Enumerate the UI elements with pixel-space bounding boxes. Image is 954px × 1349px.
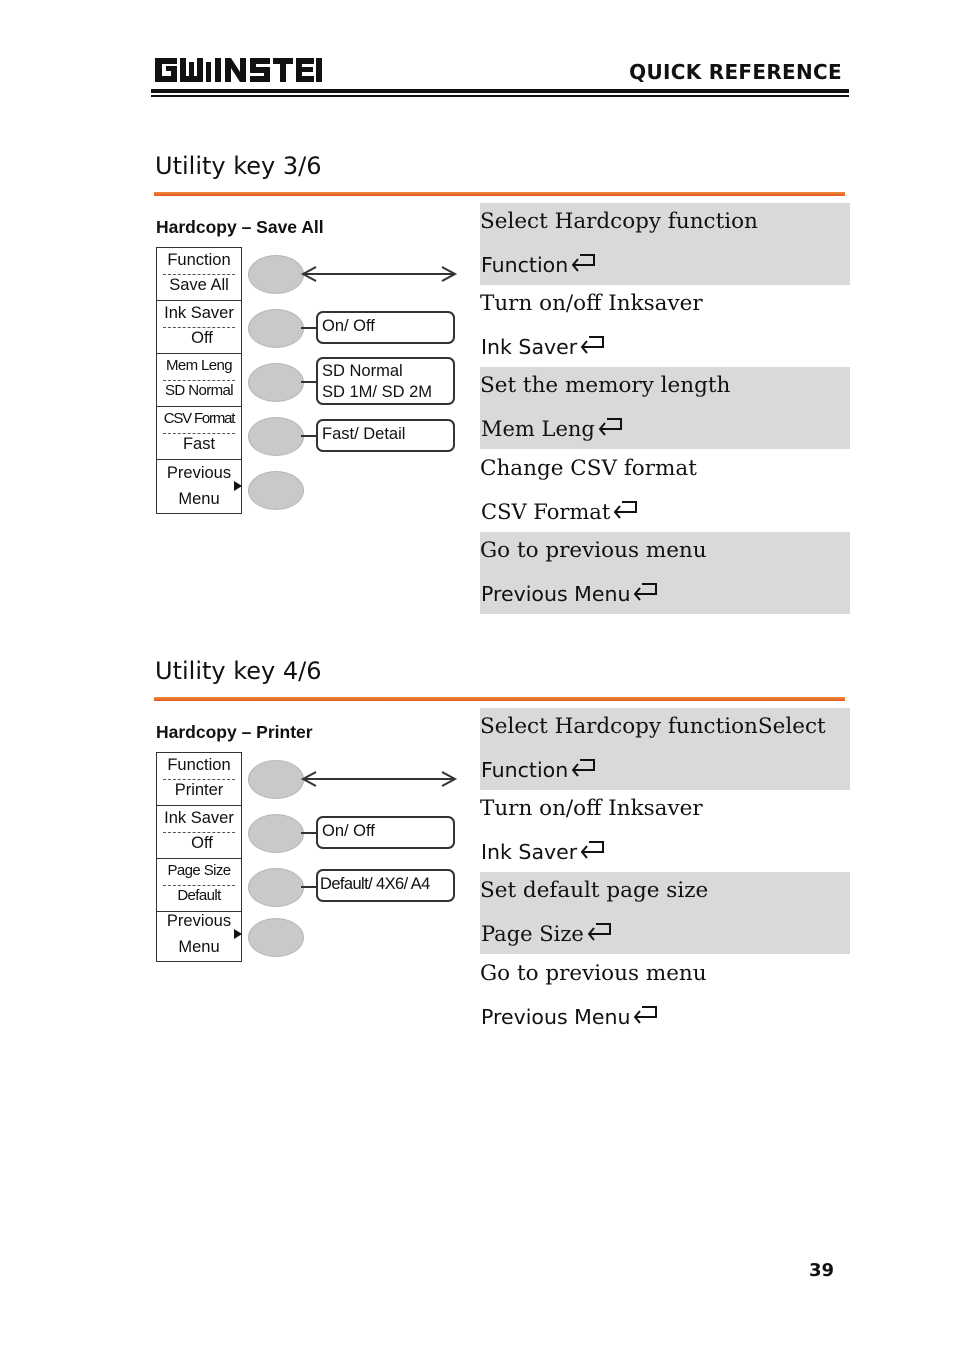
desc-row xyxy=(480,367,850,449)
menu-subtitle: Hardcopy – Printer xyxy=(156,722,313,742)
section-divider xyxy=(154,192,845,196)
desc-row xyxy=(480,708,850,790)
desc-text: Set default page size xyxy=(480,878,709,903)
soft-menu xyxy=(156,752,242,962)
menu-item-value: Off xyxy=(191,329,213,347)
menu-item-value: Off xyxy=(191,834,213,852)
key-label: Page Size xyxy=(481,922,612,946)
menu-item-page-size[interactable] xyxy=(157,859,241,912)
menu-item-mem-leng[interactable] xyxy=(157,354,241,407)
double-arrow-icon xyxy=(300,769,460,789)
connector-line xyxy=(301,832,317,834)
double-arrow-icon xyxy=(300,264,460,284)
menu-item-ink-saver[interactable] xyxy=(157,301,241,354)
menu-item-previous-menu[interactable] xyxy=(157,460,241,513)
section-divider xyxy=(154,697,845,701)
enter-key-icon xyxy=(579,840,605,860)
menu-item-value: Printer xyxy=(174,781,224,799)
desc-text: Go to previous menu xyxy=(480,961,707,986)
triangle-right-icon xyxy=(234,481,242,491)
desc-text: Select Hardcopy functionSelect xyxy=(480,714,826,739)
menu-item-label: Mem Leng xyxy=(165,357,233,374)
desc-row xyxy=(480,203,850,285)
desc-text: Go to previous menu xyxy=(480,538,707,563)
enter-key-icon xyxy=(579,335,605,355)
soft-key-1[interactable] xyxy=(248,760,304,799)
menu-item-value: Save All xyxy=(169,276,229,294)
enter-key-icon xyxy=(632,582,658,602)
option-box-mem-leng xyxy=(316,357,455,405)
option-box-ink-saver: On/ Off xyxy=(316,311,455,344)
header-rule-thin xyxy=(151,95,849,97)
desc-text: Change CSV format xyxy=(480,456,697,481)
connector-line xyxy=(301,327,317,329)
menu-item-previous-menu[interactable] xyxy=(157,912,241,961)
desc-row xyxy=(480,450,850,532)
desc-row xyxy=(480,955,850,1037)
menu-item-csv-format[interactable] xyxy=(157,407,241,460)
enter-key-icon xyxy=(586,922,612,942)
soft-key-2[interactable] xyxy=(248,309,304,348)
option-box-csv-format: Fast/ Detail xyxy=(316,419,455,452)
menu-item-function[interactable] xyxy=(157,753,241,806)
soft-key-4[interactable] xyxy=(248,918,304,957)
desc-text: Turn on/off Inksaver xyxy=(480,291,703,316)
menu-item-label: CSV Format xyxy=(163,410,235,427)
section-title: Utility key 3/6 xyxy=(155,152,322,180)
svg-text:GW INSTEK: GW INSTEK xyxy=(153,52,159,53)
menu-item-value: Default xyxy=(177,887,221,904)
menu-item-label: Previous xyxy=(166,464,232,482)
soft-menu xyxy=(156,247,242,514)
page-number: 39 xyxy=(808,1260,834,1281)
menu-item-value: Fast xyxy=(182,435,216,453)
soft-key-4[interactable] xyxy=(248,417,304,456)
connector-line xyxy=(301,381,317,383)
menu-item-label: Page Size xyxy=(167,862,231,879)
key-label: Mem Leng xyxy=(481,417,623,441)
key-label: Ink Saver xyxy=(481,335,605,359)
soft-key-3[interactable] xyxy=(248,868,304,907)
option-box-page-size: Default/ 4X6/ A4 xyxy=(316,869,455,902)
enter-key-icon xyxy=(570,758,596,778)
option-line: SD Normal xyxy=(322,362,403,380)
enter-key-icon xyxy=(597,417,623,437)
option-box-ink-saver: On/ Off xyxy=(316,816,455,849)
menu-item-label: Function xyxy=(167,756,231,774)
connector-line xyxy=(301,886,317,888)
desc-text: Set the memory length xyxy=(480,373,731,398)
enter-key-icon xyxy=(612,500,638,520)
menu-item-value: Menu xyxy=(178,490,220,508)
section-label: QUICK REFERENCE xyxy=(629,60,842,84)
header-rule xyxy=(151,89,849,93)
desc-row xyxy=(480,532,850,614)
gw-instek-logo xyxy=(153,52,323,86)
enter-key-icon xyxy=(570,253,596,273)
triangle-right-icon xyxy=(234,929,242,939)
section-title: Utility key 4/6 xyxy=(155,657,322,685)
menu-item-label: Previous xyxy=(166,912,232,930)
key-label: Function xyxy=(481,758,596,782)
desc-row xyxy=(480,285,850,367)
menu-item-label: Ink Saver xyxy=(164,304,234,322)
key-label: Previous Menu xyxy=(481,1005,658,1029)
key-label: Function xyxy=(481,253,596,277)
menu-subtitle: Hardcopy – Save All xyxy=(156,217,324,237)
soft-key-1[interactable] xyxy=(248,255,304,294)
menu-item-value: Menu xyxy=(178,938,220,956)
desc-row xyxy=(480,872,850,954)
desc-text: Select Hardcopy function xyxy=(480,209,758,234)
key-label: Ink Saver xyxy=(481,840,605,864)
soft-key-2[interactable] xyxy=(248,814,304,853)
menu-item-label: Ink Saver xyxy=(164,809,234,827)
key-label: CSV Format xyxy=(481,500,638,524)
connector-line xyxy=(301,435,317,437)
menu-item-ink-saver[interactable] xyxy=(157,806,241,859)
option-line: SD 1M/ SD 2M xyxy=(322,383,433,401)
desc-row xyxy=(480,790,850,872)
menu-item-value: SD Normal xyxy=(165,382,233,399)
desc-text: Turn on/off Inksaver xyxy=(480,796,703,821)
menu-item-function[interactable] xyxy=(157,248,241,301)
enter-key-icon xyxy=(632,1005,658,1025)
key-label: Previous Menu xyxy=(481,582,658,606)
menu-item-label: Function xyxy=(167,251,231,269)
soft-key-5[interactable] xyxy=(248,471,304,510)
soft-key-3[interactable] xyxy=(248,363,304,402)
